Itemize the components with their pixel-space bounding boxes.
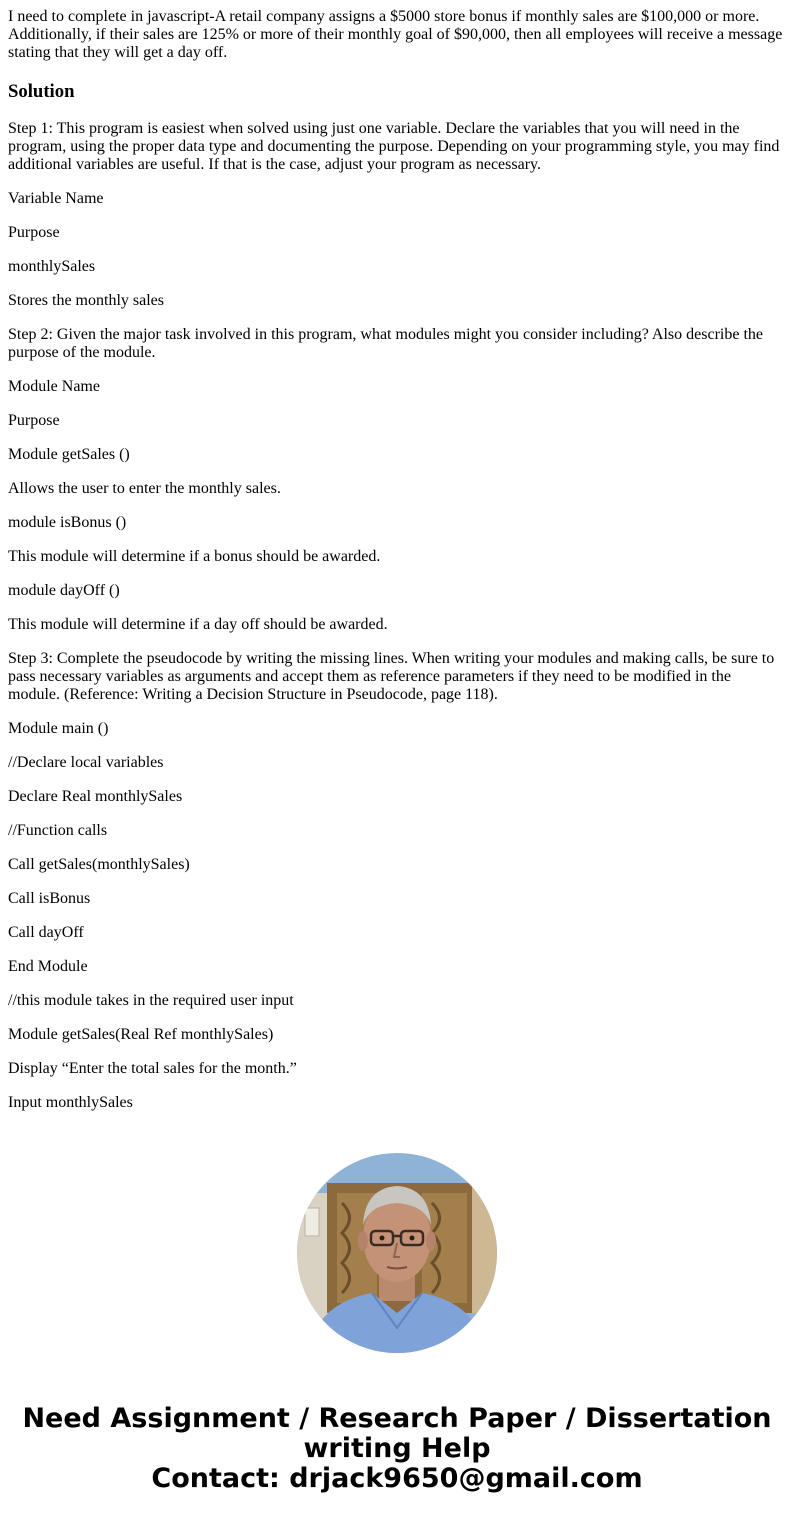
solution-heading: Solution (8, 81, 75, 102)
pseudocode-line: //this module takes in the required user input (8, 992, 294, 1009)
pseudocode-line: End Module (8, 958, 88, 975)
pseudocode-line: //Function calls (8, 822, 108, 839)
step-1-paragraph: Step 1: This program is easiest when solved using just one variable. Declare the variables that you will need in the program, using the proper data type and documenting the purpose. Depending on your programming style, you may find additional variables are useful. If that is the case, adjust your program as necessary. (8, 120, 780, 173)
variable-name-cell: monthlySales (8, 258, 96, 275)
promo-contact: Contact: drjack9650@gmail.com (151, 1463, 643, 1494)
pseudocode-line: Call isBonus (8, 890, 91, 907)
variable-purpose-cell: Stores the monthly sales (8, 292, 164, 309)
table-header-variable-name: Variable Name (8, 190, 104, 207)
pseudocode-line: Display “Enter the total sales for the month.” (8, 1060, 297, 1077)
promo-line-1: Need Assignment / Research Paper / Dissertation (22, 1403, 772, 1434)
solution-body (8, 120, 786, 1112)
module-dayoff-name: module dayOff () (8, 582, 120, 599)
question-text: I need to complete in javascript-A retail company assigns a $5000 store bonus if monthly sales are $100,000 or more. Additionally, if their sales are 125% or more of their monthly goal of $90,000, then all employees will receive a message stating that they will get a day off. (8, 8, 783, 61)
step-3-paragraph: Step 3: Complete the pseudocode by writing the missing lines. When writing your modules and making calls, be sure to pass necessary variables as arguments and accept them as reference parameters if they need to be modified in the module. (Reference: Writing a Decision Structure in Pseudocode, page 118). (8, 650, 775, 703)
article (8, 8, 786, 1112)
step-2-paragraph: Step 2: Given the major task involved in this program, what modules might you consider including? Also describe the purpose of the module. (8, 326, 763, 361)
promo-text (0, 1404, 794, 1494)
pseudocode-line: //Declare local variables (8, 754, 164, 771)
tutor-photo-icon (297, 1153, 497, 1353)
module-getsales-purpose: Allows the user to enter the monthly sales. (8, 480, 281, 497)
module-isbonus-purpose: This module will determine if a bonus should be awarded. (8, 548, 381, 565)
pseudocode-line: Module main () (8, 720, 109, 737)
pseudocode-line: Call dayOff (8, 924, 84, 941)
table-header-module-name: Module Name (8, 378, 100, 395)
pseudocode-line: Call getSales(monthlySales) (8, 856, 190, 873)
module-isbonus-name: module isBonus () (8, 514, 127, 531)
pseudocode-line: Declare Real monthlySales (8, 788, 183, 805)
module-getsales-name: Module getSales () (8, 446, 130, 463)
table-header-purpose: Purpose (8, 224, 60, 241)
promo-line-2: writing Help (303, 1433, 491, 1464)
tutor-avatar (297, 1153, 497, 1353)
pseudocode-line: Input monthlySales (8, 1094, 133, 1111)
module-dayoff-purpose: This module will determine if a day off should be awarded. (8, 616, 388, 633)
promo-footer (0, 1150, 794, 1523)
pseudocode-line: Module getSales(Real Ref monthlySales) (8, 1026, 274, 1043)
table-header-module-purpose: Purpose (8, 412, 60, 429)
